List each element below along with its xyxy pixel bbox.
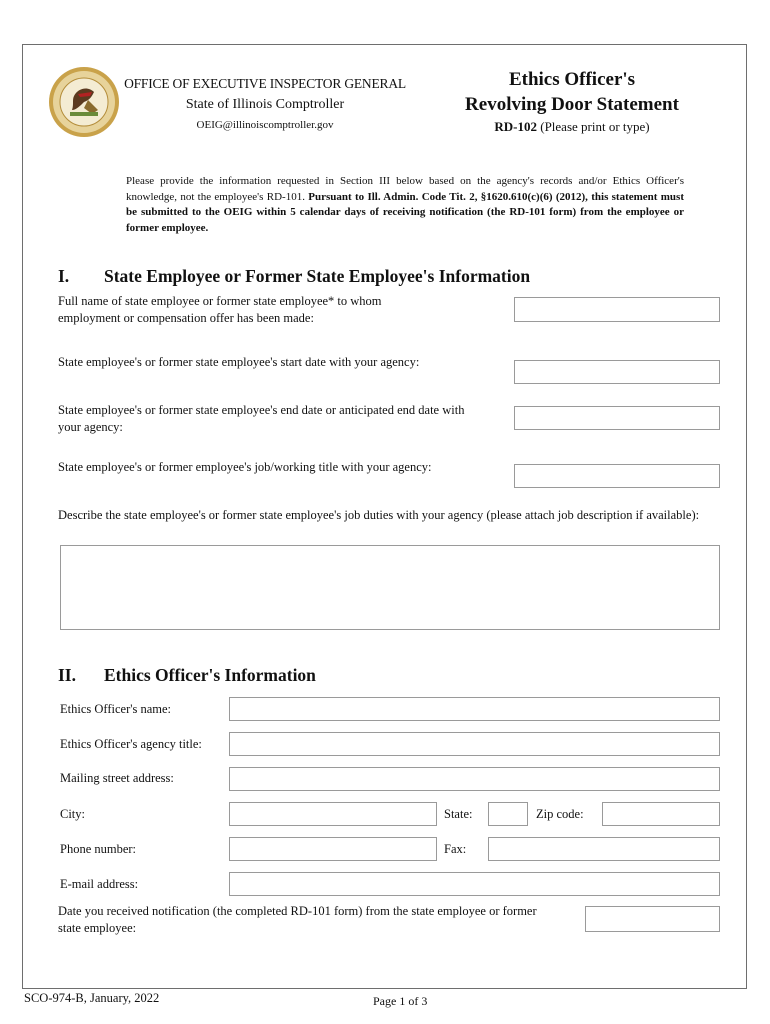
section-2-heading [58, 665, 316, 686]
section-2-title: Ethics Officer's Information [104, 665, 316, 685]
officer-name-label: Ethics Officer's name: [60, 702, 172, 716]
end-date-field[interactable] [514, 406, 720, 430]
intro-plain: Please provide the information requested in Section III below based on the agency's records and/or Ethics Officer's knowledge, not the employee's RD-101. [126, 175, 684, 203]
section-2-number: II. [58, 665, 76, 685]
full-name-label: Full name of state employee or former state employee* to whom employment or compensation offer has been made: [58, 294, 382, 325]
start-date-field[interactable] [514, 360, 720, 384]
state-label: State: [444, 807, 473, 821]
form-code: RD-102 [494, 119, 537, 134]
intro-paragraph [126, 174, 684, 236]
zip-label: Zip code: [536, 807, 584, 821]
form-title-line2: Revolving Door Statement [465, 94, 679, 115]
mailing-address-label: Mailing street address: [60, 771, 174, 785]
state-seal-logo [48, 66, 120, 138]
email-label: E-mail address: [60, 877, 139, 891]
fax-label: Fax: [444, 842, 467, 856]
job-title-label: State employee's or former employee's job/working title with your agency: [58, 460, 432, 474]
full-name-field[interactable] [514, 297, 720, 322]
office-subtitle: State of Illinois Comptroller [185, 97, 345, 112]
section-1-heading [58, 266, 530, 287]
city-field[interactable] [229, 802, 437, 826]
form-instruction: (Please print or type) [540, 119, 650, 134]
office-email: OEIG@illinoiscomptroller.gov [196, 119, 334, 131]
job-duties-label: Describe the state employee's or former state employee's job duties with your agency (please attach job description if available): [58, 508, 700, 522]
officer-name-field[interactable] [229, 697, 720, 721]
city-label: City: [60, 807, 86, 821]
notification-date-label: Date you received notification (the completed RD-101 form) from the state employee or former state employee: [58, 904, 537, 935]
agency-title-label: Ethics Officer's agency title: [60, 737, 202, 751]
mailing-address-field[interactable] [229, 767, 720, 791]
zip-field[interactable] [602, 802, 720, 826]
phone-field[interactable] [229, 837, 437, 861]
form-id: SCO-974-B, January, 2022 [24, 991, 160, 1005]
form-title-line1: Ethics Officer's [508, 69, 636, 90]
phone-label: Phone number: [60, 842, 137, 856]
fax-field[interactable] [488, 837, 720, 861]
section-1-number: I. [58, 266, 70, 286]
notification-date-field[interactable] [585, 906, 720, 932]
start-date-label: State employee's or former state employee's start date with your agency: [58, 355, 420, 369]
state-field[interactable] [488, 802, 528, 826]
office-name: OFFICE OF EXECUTIVE INSPECTOR GENERAL [124, 76, 406, 91]
form-code-line [452, 119, 692, 135]
end-date-label: State employee's or former state employee's end date or anticipated end date with your agency: [58, 403, 465, 434]
intro-bold: Pursuant to Ill. Admin. Code Tit. 2, §1620.610(c)(6) (2012), this statement must be submitted to the OEIG within 5 calendar days of receiving notification (the RD-101 form) from the employee or former employee. [126, 190, 684, 234]
email-field[interactable] [229, 872, 720, 896]
agency-title-field[interactable] [229, 732, 720, 756]
page-number: Page 1 of 3 [373, 994, 428, 1008]
job-title-field[interactable] [514, 464, 720, 488]
job-duties-textarea[interactable] [60, 545, 720, 630]
section-1-title: State Employee or Former State Employee's Information [104, 266, 531, 286]
